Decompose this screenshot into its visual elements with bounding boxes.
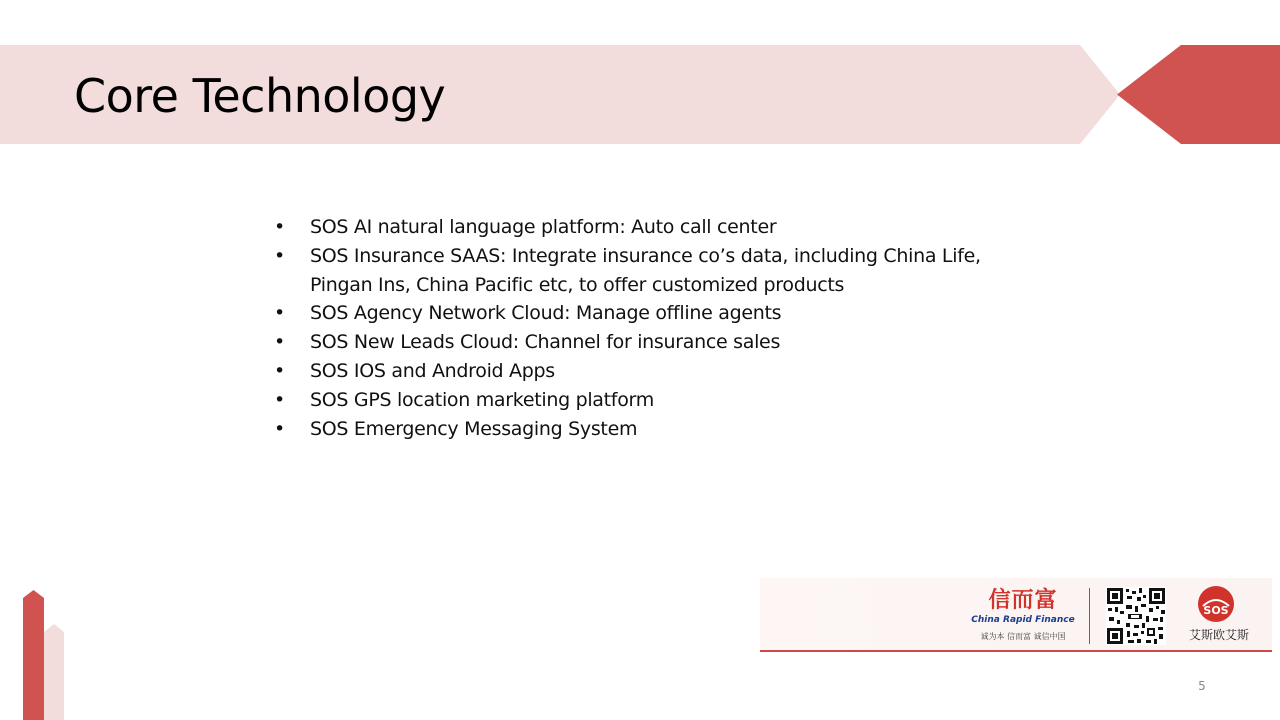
- crf-tagline: 诚为本 信而富 诚信中国: [980, 632, 1066, 641]
- page-number: 5: [1198, 679, 1206, 693]
- crf-english-name: China Rapid Finance: [971, 615, 1075, 625]
- logo-separator: [1089, 588, 1090, 644]
- sos-chinese-name: 艾斯欧艾斯: [1188, 628, 1249, 642]
- bullet-item: • SOS Emergency Messaging System: [270, 415, 1030, 444]
- bullet-item: • SOS GPS location marketing platform: [270, 386, 1030, 415]
- title-chevron-decoration: [1117, 45, 1280, 144]
- crf-chinese-name: 信而富: [988, 588, 1058, 613]
- bullet-item: • SOS IOS and Android Apps: [270, 357, 1030, 386]
- qr-code-icon: [1106, 587, 1166, 645]
- left-red-bar-decoration: [23, 590, 44, 720]
- bullet-list: [270, 213, 1030, 443]
- bullet-item: • SOS New Leads Cloud: Channel for insurance sales: [270, 328, 1030, 357]
- bullet-item: • SOS Insurance SAAS: Integrate insurance co’s data, including China Life, Pingan Ins, China Pacific etc, to offer customized products: [270, 242, 1030, 300]
- sos-logo-text: SOS: [1203, 604, 1229, 617]
- logo-underline: [760, 650, 1272, 652]
- left-pink-bar-decoration: [44, 624, 64, 720]
- bullet-item: • SOS AI natural language platform: Auto call center: [270, 213, 1030, 242]
- slide-title: Core Technology: [74, 69, 446, 123]
- china-rapid-finance-logo: [968, 588, 1078, 644]
- sos-logo-icon: [1196, 584, 1236, 624]
- bullet-item: • SOS Agency Network Cloud: Manage offline agents: [270, 299, 1030, 328]
